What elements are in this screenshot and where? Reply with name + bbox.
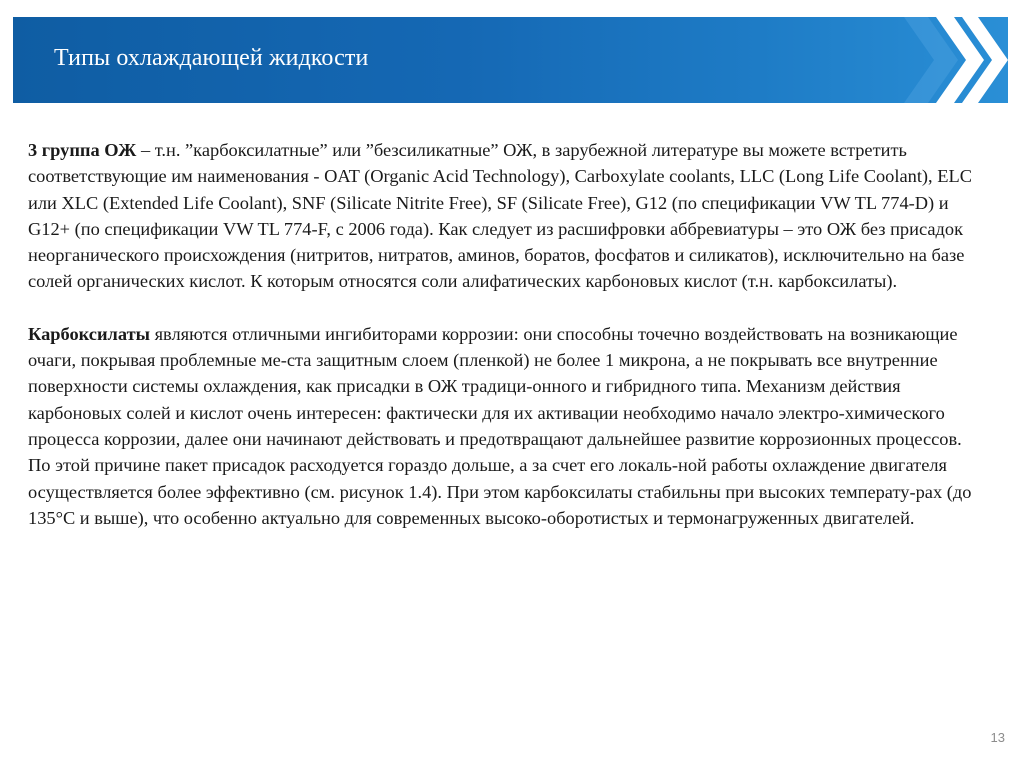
paragraph-text: являются отличными ингибиторами коррозии: они способны точечно воздействовать на возникающие очаги, покрывая проблемные ме-ста защитным слоем (пленкой) не более 1 микрона, а не покрывать все внутренние поверхности системы охлаждения, как присадки в ОЖ традици-онного и гибридного типа. Механизм действия карбоновых солей и кислот очень интересен: фактически для их активации необходимо начало электро-химического процесса коррозии, далее они начинают действовать и предотвращают дальнейшее развитие коррозионных процессов. По этой причине пакет присадок расходуется гораздо дольше, а за счет его локаль-ной работы охлаждение двигателя осуществляется более эффективно (см. рисунок 1.4). При этом карбоксилаты стабильны при высоких температу-рах (до 135°С и выше), что особенно актуально для современных высоко-оборотистых и термонагруженных двигателей. <box>28 323 972 528</box>
paragraph-group-3 <box>28 137 983 295</box>
header-bar <box>13 17 1008 103</box>
slide-body <box>28 137 983 531</box>
chevron-arrows-icon <box>898 17 1008 103</box>
page-number: 13 <box>990 730 1005 745</box>
paragraph-lead: Карбоксилаты <box>28 323 150 344</box>
paragraph-lead: 3 группа ОЖ <box>28 140 137 160</box>
paragraph-text: – т.н. ”карбоксилатные” или ”безсиликатные” ОЖ, в зарубежной литературе вы можете встретить соответствующие им наименования - OAT (Organic Acid Technology), Carboxylate coolants, LLC (Long Life Coolant), ELC или XLC (Extended Life Coolant), SNF (Silicate Nitrite Free), SF (Silicate Free), G12 (по спецификации VW TL 774-D) и G12+ (по спецификации VW TL 774-F, с 2006 года). Как следует из расшифровки аббревиатуры – это ОЖ без присадок неорганического происхождения (нитритов, нитратов, аминов, боратов, фосфатов и силикатов), исключительно на базе солей органических кислот. К которым относятся соли алифатических карбоновых кислот (т.н. карбоксилаты). <box>28 140 972 292</box>
paragraph-carboxylates <box>28 321 983 531</box>
slide-title: Типы охлаждающей жидкости <box>54 45 369 71</box>
